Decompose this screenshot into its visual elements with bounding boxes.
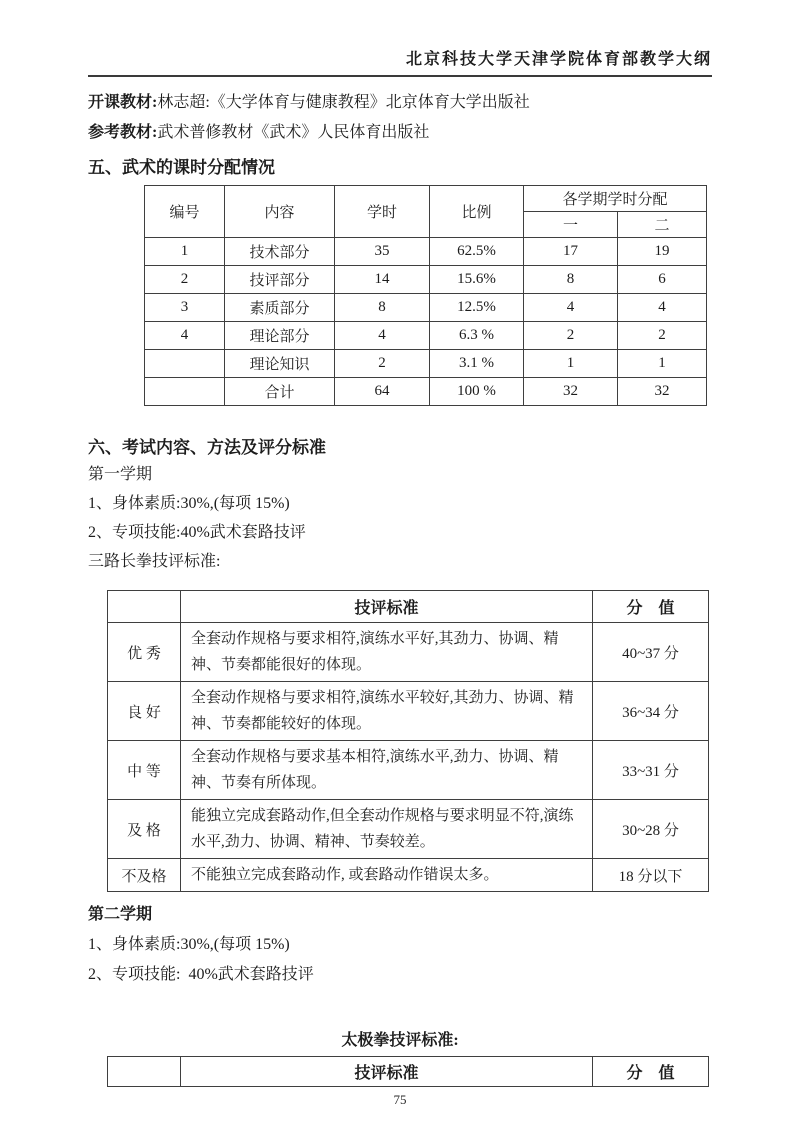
table-cell: 技术部分	[225, 238, 335, 266]
table-cell: 4	[618, 294, 707, 322]
table-cell: 3.1 %	[430, 350, 524, 378]
col-header-hours: 学时	[335, 186, 430, 238]
score-cell: 33~31 分	[593, 741, 709, 800]
table-cell: 15.6%	[430, 266, 524, 294]
grade-cell: 及 格	[108, 800, 181, 859]
grading-row-pass	[108, 800, 709, 859]
score-header-cell: 分 值	[593, 591, 709, 623]
col-header-sem2: 二	[618, 212, 707, 238]
col-header-ratio: 比例	[430, 186, 524, 238]
header-rule	[88, 75, 712, 77]
score-header-cell: 分 值	[593, 1057, 709, 1087]
table-cell: 1	[618, 350, 707, 378]
reference-textbook-line	[88, 118, 712, 148]
table-cell: 8	[335, 294, 430, 322]
semester2-item1: 1、身体素质:30%,(每项 15%)	[88, 936, 290, 953]
doc-header-title: 北京科技大学天津学院体育部教学大纲	[405, 51, 712, 68]
table-cell: 4	[145, 322, 225, 350]
grading-row-excellent	[108, 623, 709, 682]
table-cell: 17	[524, 238, 618, 266]
table-cell: 理论知识	[225, 350, 335, 378]
criteria-cell: 不能独立完成套路动作, 或套路动作错误太多。	[181, 859, 593, 892]
table-cell: 62.5%	[430, 238, 524, 266]
criteria-cell: 全套动作规格与要求基本相符,演练水平,劲力、协调、精神、节奏有所体现。	[181, 741, 593, 800]
table-cell: 100 %	[430, 378, 524, 406]
table-cell: 技评部分	[225, 266, 335, 294]
grade-cell: 中 等	[108, 741, 181, 800]
taiji-grading-table	[107, 1056, 709, 1087]
grade-cell: 不及格	[108, 859, 181, 892]
reference-textbook-text: 武术普修教材《武术》人民体育出版社	[157, 124, 430, 141]
table-cell: 12.5%	[430, 294, 524, 322]
table-row	[145, 322, 707, 350]
table-row-total	[145, 378, 707, 406]
grade-cell: 优 秀	[108, 623, 181, 682]
table-cell: 14	[335, 266, 430, 294]
course-textbook-text: 林志超:《大学体育与健康教程》北京体育大学出版社	[157, 94, 530, 111]
semester1-block	[88, 460, 712, 576]
col-header-number: 编号	[145, 186, 225, 238]
changquan-grading-table	[107, 590, 709, 892]
table-row	[145, 266, 707, 294]
semester1-title: 第一学期	[88, 466, 153, 483]
score-cell: 36~34 分	[593, 682, 709, 741]
course-textbook-label: 开课教材:	[88, 94, 158, 111]
criteria-cell: 全套动作规格与要求相符,演练水平好,其劲力、协调、精神、节奏都能很好的体现。	[181, 623, 593, 682]
table-cell: 64	[335, 378, 430, 406]
grading-row-good	[108, 682, 709, 741]
table-cell: 19	[618, 238, 707, 266]
taiji-table-header-row	[108, 1057, 709, 1087]
table-cell	[145, 350, 225, 378]
table-cell: 4	[524, 294, 618, 322]
table-cell: 1	[145, 238, 225, 266]
grade-header-cell	[108, 591, 181, 623]
criteria-header-cell: 技评标准	[181, 591, 593, 623]
semester2-title: 第二学期	[88, 906, 153, 923]
hours-allocation-table	[144, 185, 707, 406]
reference-textbook-label: 参考教材:	[88, 124, 158, 141]
table-cell: 理论部分	[225, 322, 335, 350]
table-cell: 3	[145, 294, 225, 322]
table-row	[145, 238, 707, 266]
table-cell: 2	[524, 322, 618, 350]
table-cell: 4	[335, 322, 430, 350]
score-cell: 18 分以下	[593, 859, 709, 892]
semester1-item2: 2、专项技能:40%武术套路技评	[88, 524, 306, 541]
score-cell: 40~37 分	[593, 623, 709, 682]
table-cell: 32	[524, 378, 618, 406]
section6-title: 六、考试内容、方法及评分标准	[88, 438, 326, 457]
grade-cell: 良 好	[108, 682, 181, 741]
table-cell: 8	[524, 266, 618, 294]
criteria-cell: 能独立完成套路动作,但全套动作规格与要求明显不符,演练水平,劲力、协调、精神、节奏较差。	[181, 800, 593, 859]
table-cell: 6.3 %	[430, 322, 524, 350]
table-cell: 6	[618, 266, 707, 294]
semester1-item1: 1、身体素质:30%,(每项 15%)	[88, 495, 290, 512]
hours-table-header-row1	[145, 186, 707, 212]
table-row	[145, 350, 707, 378]
table-cell	[145, 378, 225, 406]
table-cell: 2	[145, 266, 225, 294]
score-cell: 30~28 分	[593, 800, 709, 859]
table-cell: 素质部分	[225, 294, 335, 322]
grade-header-cell	[108, 1057, 181, 1087]
table-cell: 合计	[225, 378, 335, 406]
taiji-caption: 太极拳技评标准:	[341, 1032, 459, 1049]
col-header-semester-group: 各学期学时分配	[524, 186, 707, 212]
col-header-sem1: 一	[524, 212, 618, 238]
table-cell: 35	[335, 238, 430, 266]
grading-row-fail	[108, 859, 709, 892]
table-cell: 2	[335, 350, 430, 378]
grading-table-header-row	[108, 591, 709, 623]
table-cell: 1	[524, 350, 618, 378]
criteria-header-cell: 技评标准	[181, 1057, 593, 1087]
grading-row-medium	[108, 741, 709, 800]
semester2-block	[88, 900, 712, 990]
table-cell: 2	[618, 322, 707, 350]
materials-block	[88, 88, 712, 148]
section5-title: 五、武术的课时分配情况	[88, 158, 275, 177]
semester2-item2: 2、专项技能: 40%武术套路技评	[88, 966, 314, 983]
table-row	[145, 294, 707, 322]
table-cell: 32	[618, 378, 707, 406]
page-number: 75	[393, 1092, 407, 1107]
changquan-caption: 三路长拳技评标准:	[88, 553, 221, 570]
col-header-content: 内容	[225, 186, 335, 238]
course-textbook-line	[88, 88, 712, 118]
criteria-cell: 全套动作规格与要求相符,演练水平较好,其劲力、协调、精神、节奏都能较好的体现。	[181, 682, 593, 741]
